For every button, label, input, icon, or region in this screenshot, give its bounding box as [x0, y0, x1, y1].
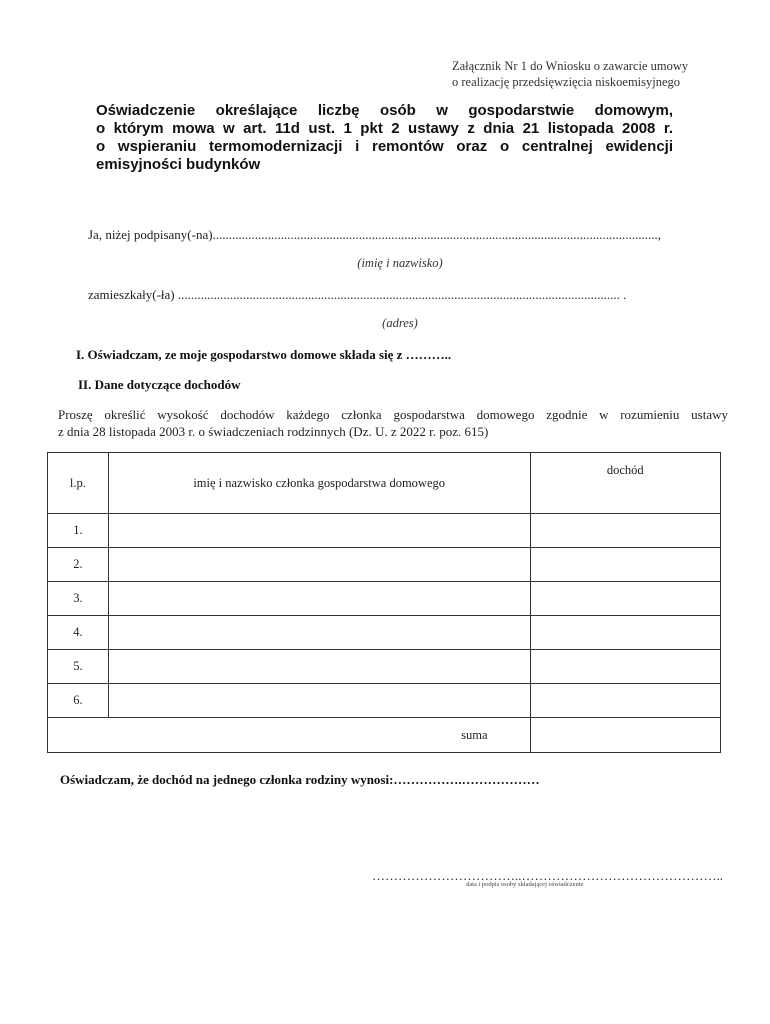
title-line-4: emisyjności budynków	[96, 156, 261, 173]
row-number: 4.	[48, 616, 109, 650]
member-name-cell[interactable]	[108, 650, 530, 684]
member-name-cell[interactable]	[108, 514, 530, 548]
document-title	[96, 102, 673, 174]
income-cell[interactable]	[530, 514, 720, 548]
signatory-caption: (imię i nazwisko)	[357, 256, 443, 270]
signature-caption: data i podpis osoby składającej oświadczenie	[466, 881, 584, 888]
income-instruction	[58, 406, 728, 440]
header-lp: l.p.	[48, 453, 109, 514]
attachment-line-1: Załącznik Nr 1 do Wniosku o zawarcie umowy	[452, 59, 689, 73]
row-number: 5.	[48, 650, 109, 684]
table-row	[48, 684, 721, 718]
table-row	[48, 548, 721, 582]
attachment-note	[452, 58, 688, 90]
row-number: 3.	[48, 582, 109, 616]
title-line-1: Oświadczenie określające liczbę osób w gospodarstwie domowym,	[96, 102, 673, 119]
member-name-cell[interactable]	[108, 548, 530, 582]
instruction-line-2: z dnia 28 listopada 2003 r. o świadczeniach rodzinnych (Dz. U. z 2022 r. poz. 615)	[58, 424, 489, 439]
income-cell[interactable]	[530, 616, 720, 650]
income-cell[interactable]	[530, 582, 720, 616]
instruction-line-1: Proszę określić wysokość dochodów każdego członka gospodarstwa domowego zgodnie w rozumieniu ustawy	[58, 407, 728, 422]
section-household: I. Oświadczam, ze moje gospodarstwo domowe składa się z ………..	[76, 347, 452, 362]
income-cell[interactable]	[530, 650, 720, 684]
member-name-cell[interactable]	[108, 616, 530, 650]
table-row	[48, 650, 721, 684]
row-number: 6.	[48, 684, 109, 718]
sum-value-cell[interactable]	[530, 718, 720, 753]
attachment-line-2: o realizację przedsięwzięcia niskoemisyjnego	[452, 75, 681, 89]
signatory-field[interactable]: Ja, niżej podpisany(-na).........................................................................................................................................,	[88, 227, 662, 242]
title-line-2: o którym mowa w art. 11d ust. 1 pkt 2 ustawy z dnia 21 listopada 2008 r.	[96, 120, 673, 137]
income-per-member-declaration[interactable]: Oświadczam, że dochód na jednego członka rodziny wynosi:…………….………………	[60, 772, 540, 787]
address-field[interactable]: zamieszkały(-ła) ........................................................................................................................................ .	[88, 287, 627, 302]
section-income-heading: II. Dane dotyczące dochodów	[78, 377, 241, 392]
income-table	[47, 452, 721, 753]
income-cell[interactable]	[530, 548, 720, 582]
header-income: dochód	[530, 453, 720, 514]
table-header-row	[48, 453, 721, 514]
header-member-name: imię i nazwisko członka gospodarstwa domowego	[108, 453, 530, 514]
income-cell[interactable]	[530, 684, 720, 718]
member-name-cell[interactable]	[108, 582, 530, 616]
title-line-3: o wspieraniu termomodernizacji i remontów oraz o centralnej ewidencji	[96, 138, 673, 155]
table-row	[48, 582, 721, 616]
table-row	[48, 616, 721, 650]
address-caption: (adres)	[382, 316, 418, 330]
sum-label: suma	[48, 718, 531, 753]
table-sum-row	[48, 718, 721, 753]
member-name-cell[interactable]	[108, 684, 530, 718]
signature-line[interactable]: ……………………………..………………………………………..	[372, 868, 723, 883]
table-row	[48, 514, 721, 548]
row-number: 1.	[48, 514, 109, 548]
row-number: 2.	[48, 548, 109, 582]
